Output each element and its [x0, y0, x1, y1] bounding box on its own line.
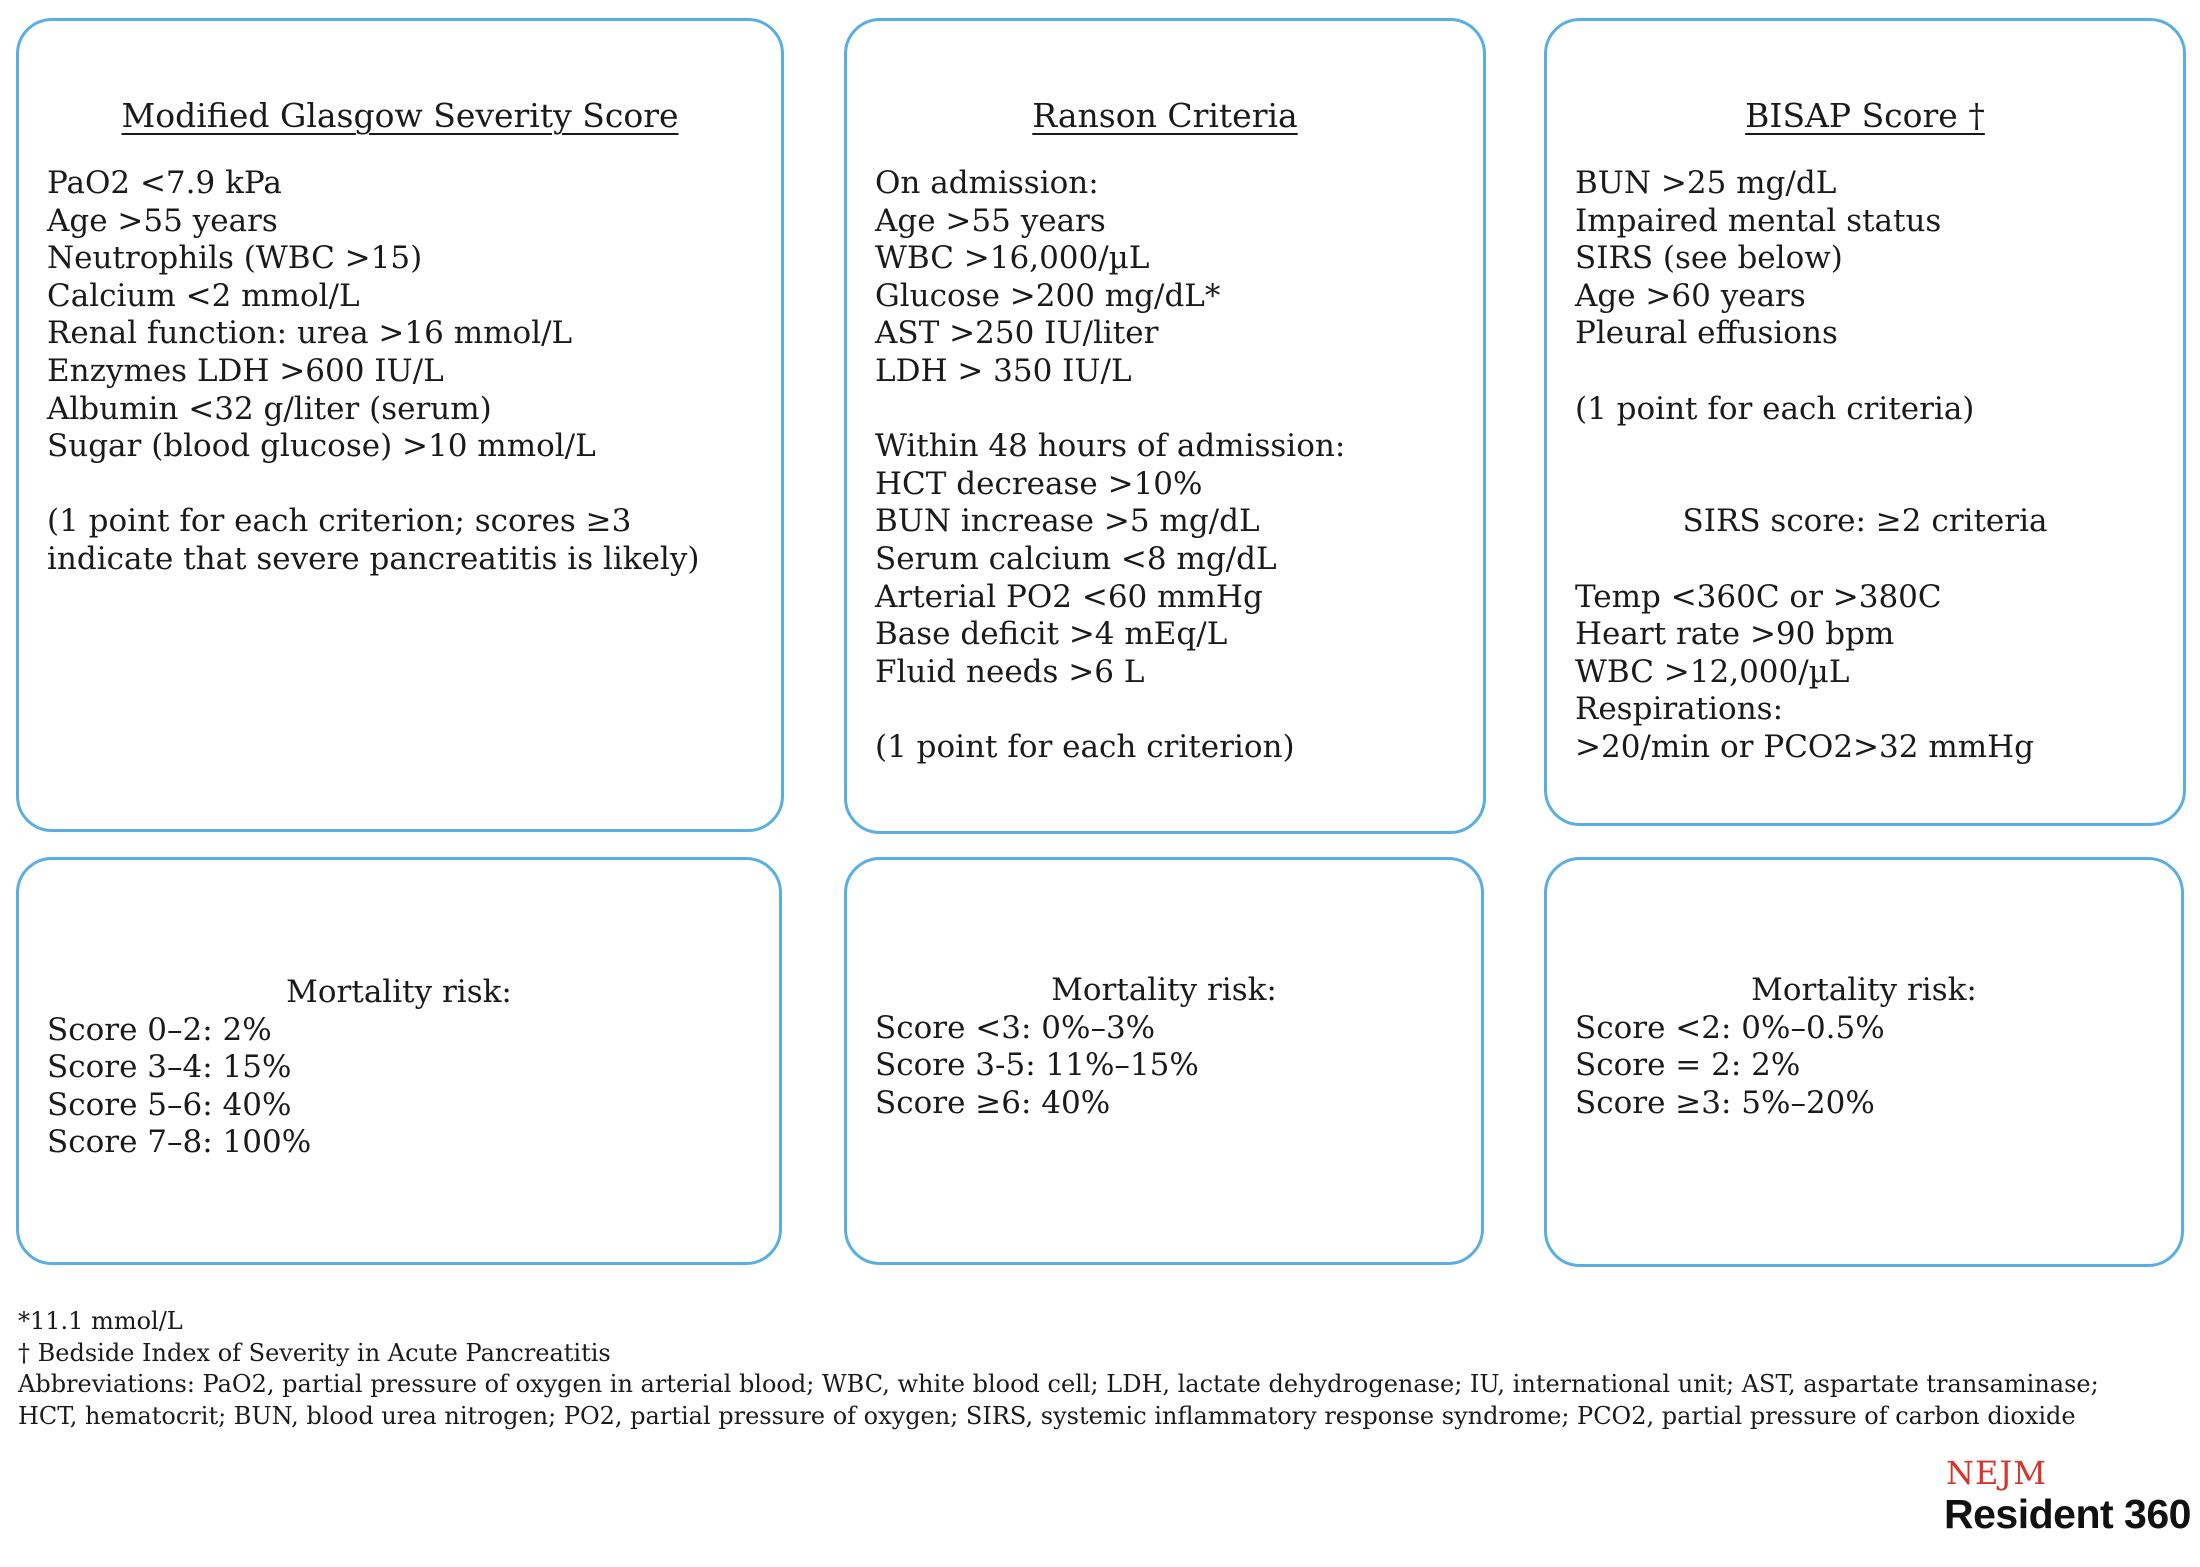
footnote-glucose: *11.1 mmol/L	[18, 1307, 183, 1335]
glasgow-mortality-panel	[16, 857, 782, 1265]
glasgow-mortality-item: Score 5–6: 40%	[47, 1086, 292, 1123]
bisap-mortality-title: Mortality risk:	[1751, 972, 1977, 1008]
glasgow-mortality-item: Score 3–4: 15%	[47, 1049, 292, 1086]
ranson-title: Ranson Criteria	[1032, 96, 1298, 135]
sirs-title: SIRS score: ≥2 criteria	[1682, 503, 2048, 540]
bisap-mortality-panel	[1544, 857, 2184, 1267]
logo-resident-360-text: Resident 360	[1944, 1491, 2191, 1537]
glasgow-criterion: Sugar (blood glucose) >10 mmol/L	[47, 428, 596, 465]
glasgow-criterion: Albumin <32 g/liter (serum)	[47, 390, 492, 427]
ranson-criteria-list	[875, 165, 1455, 767]
sirs-criterion: Temp <360C or >380C	[1575, 578, 1942, 615]
bisap-criteria-panel	[1544, 18, 2186, 826]
ranson-mortality-panel	[844, 857, 1484, 1265]
glasgow-criterion: Age >55 years	[47, 202, 278, 239]
glasgow-scoring-note: (1 point for each criterion; scores ≥3 indicate that severe pancreatitis is likely)	[47, 503, 700, 577]
nejm-resident-360-logo	[1938, 1453, 2191, 1553]
ranson-criterion: Glucose >200 mg/dL*	[875, 277, 1221, 314]
ranson-criterion: HCT decrease >10%	[875, 465, 1203, 502]
bisap-title: BISAP Score †	[1745, 96, 1985, 135]
footnote-bisap: † Bedside Index of Severity in Acute Pancreatitis	[18, 1338, 611, 1367]
ranson-criterion: LDH > 350 IU/L	[875, 352, 1132, 389]
sirs-criterion: WBC >12,000/µL	[1575, 653, 1850, 690]
bisap-mortality-item: Score = 2: 2%	[1575, 1047, 1801, 1084]
sirs-criterion: Heart rate >90 bpm	[1575, 616, 1895, 653]
glasgow-mortality-title: Mortality risk:	[286, 974, 512, 1010]
glasgow-mortality-item: Score 7–8: 100%	[47, 1124, 312, 1161]
ranson-criterion: Age >55 years	[875, 202, 1106, 239]
ranson-scoring-note: (1 point for each criterion)	[875, 728, 1295, 765]
glasgow-criterion: PaO2 <7.9 kPa	[47, 165, 282, 201]
ranson-mortality-title: Mortality risk:	[1051, 972, 1277, 1008]
ranson-mortality-item: Score <3: 0%–3%	[875, 1009, 1156, 1046]
ranson-criterion: Arterial PO2 <60 mmHg	[875, 578, 1263, 615]
glasgow-criterion: Renal function: urea >16 mmol/L	[47, 315, 573, 352]
ranson-criterion: BUN increase >5 mg/dL	[875, 503, 1260, 540]
bisap-criterion: Impaired mental status	[1575, 202, 1942, 239]
glasgow-criterion: Neutrophils (WBC >15)	[47, 240, 423, 277]
ranson-criterion: Base deficit >4 mEq/L	[875, 616, 1228, 653]
bisap-scoring-note: (1 point for each criteria)	[1575, 390, 1975, 427]
ranson-within48-label: Within 48 hours of admission:	[875, 428, 1346, 465]
glasgow-criteria-list	[47, 165, 753, 579]
bisap-criterion: Pleural effusions	[1575, 315, 1838, 352]
logo-nejm-text: NEJM	[1946, 1454, 2047, 1492]
ranson-criterion: WBC >16,000/µL	[875, 240, 1150, 277]
glasgow-mortality-list	[47, 974, 751, 1162]
footnote-abbreviations-cont: HCT, hematocrit; BUN, blood urea nitrogen; PO2, partial pressure of oxygen; SIRS, systemic inflammatory response syndrome; PCO2, partial pressure of carbon dioxide	[18, 1401, 2076, 1430]
glasgow-criterion: Calcium <2 mmol/L	[47, 277, 360, 314]
ranson-mortality-item: Score 3-5: 11%–15%	[875, 1047, 1199, 1084]
bisap-criterion: Age >60 years	[1575, 277, 1806, 314]
ranson-mortality-list	[875, 972, 1453, 1122]
glasgow-title: Modified Glasgow Severity Score	[121, 96, 679, 135]
bisap-mortality-item: Score <2: 0%–0.5%	[1575, 1009, 1885, 1046]
bisap-mortality-item: Score ≥3: 5%–20%	[1575, 1084, 1875, 1121]
bisap-criteria-list	[1575, 165, 2155, 767]
bisap-criterion: BUN >25 mg/dL	[1575, 165, 1837, 201]
ranson-mortality-item: Score ≥6: 40%	[875, 1084, 1111, 1121]
ranson-admission-label: On admission:	[875, 165, 1099, 201]
sirs-criterion: >20/min or PCO2>32 mmHg	[1575, 728, 2034, 765]
ranson-criteria-panel	[844, 18, 1486, 834]
glasgow-mortality-item: Score 0–2: 2%	[47, 1011, 272, 1048]
glasgow-criterion: Enzymes LDH >600 IU/L	[47, 352, 444, 389]
bisap-mortality-list	[1575, 972, 2153, 1122]
ranson-criterion: AST >250 IU/liter	[875, 315, 1159, 352]
ranson-criterion: Fluid needs >6 L	[875, 653, 1145, 690]
sirs-criterion: Respirations:	[1575, 691, 1784, 728]
glasgow-criteria-panel	[16, 18, 784, 832]
footnote-abbreviations: Abbreviations: PaO2, partial pressure of oxygen in arterial blood; WBC, white blood cell; LDH, lactate dehydrogenase; IU, international unit; AST, aspartate transaminase;	[18, 1370, 2099, 1398]
bisap-criterion: SIRS (see below)	[1575, 240, 1843, 277]
ranson-criterion: Serum calcium <8 mg/dL	[875, 540, 1277, 577]
footnotes	[18, 1306, 2099, 1432]
